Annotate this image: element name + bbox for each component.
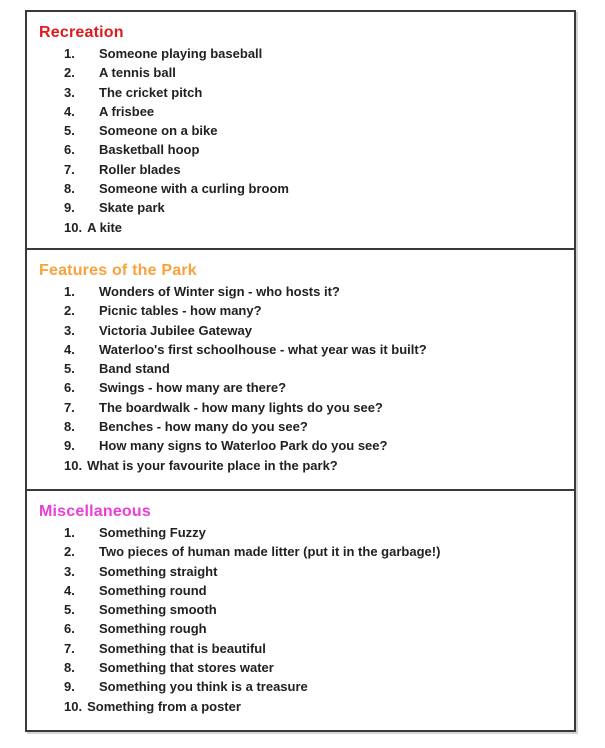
- item-text: Something straight: [99, 563, 218, 579]
- list-item: [64, 160, 562, 179]
- item-number: 5.: [64, 602, 75, 618]
- item-text: Someone on a bike: [99, 123, 218, 139]
- item-text: Something Fuzzy: [99, 525, 206, 540]
- list-item: [64, 581, 562, 600]
- item-number: 3.: [64, 322, 75, 338]
- item-text: Basketball hoop: [99, 142, 200, 158]
- item-text: Roller blades: [99, 161, 181, 177]
- item-number: 3.: [64, 84, 75, 100]
- item-text: Band stand: [99, 361, 170, 377]
- item-number: 6.: [64, 142, 75, 158]
- list-item: [64, 436, 562, 455]
- list-item: [64, 562, 562, 581]
- item-text: A tennis ball: [99, 65, 176, 81]
- item-text: Victoria Jubilee Gateway: [99, 322, 252, 338]
- list-item: [64, 179, 562, 198]
- section-recreation: [27, 12, 574, 248]
- item-number: 1.: [64, 525, 75, 540]
- list-item: [64, 198, 562, 217]
- item-text: The cricket pitch: [99, 84, 203, 100]
- list-item: [64, 321, 562, 340]
- list-item: [64, 83, 562, 102]
- list-item: [64, 63, 562, 82]
- item-number: 9.: [64, 438, 75, 454]
- item-number: 4.: [64, 341, 75, 357]
- item-number: 5.: [64, 123, 75, 139]
- item-number: 3.: [64, 563, 75, 579]
- section-heading-miscellaneous: Miscellaneous: [39, 503, 151, 520]
- list-item: [64, 102, 562, 121]
- list-item: [64, 523, 562, 542]
- item-text: Picnic tables - how many?: [99, 303, 262, 319]
- item-text: A kite: [87, 219, 122, 235]
- list-item: [64, 417, 562, 436]
- list-item: [64, 301, 562, 320]
- list-item: [64, 140, 562, 159]
- item-number: 2.: [64, 303, 75, 319]
- item-text: Someone playing baseball: [99, 46, 263, 61]
- section-heading-features: Features of the Park: [39, 262, 197, 279]
- recreation-list: [64, 44, 562, 237]
- item-text: A frisbee: [99, 103, 155, 119]
- item-text: Benches - how many do you see?: [99, 419, 308, 435]
- item-text: Something that stores water: [99, 660, 274, 676]
- item-number: 4.: [64, 103, 75, 119]
- item-number: 7.: [64, 161, 75, 177]
- item-text: Something you think is a treasure: [99, 679, 308, 695]
- item-number: 5.: [64, 361, 75, 377]
- item-text: The boardwalk - how many lights do you see?: [99, 399, 383, 415]
- section-miscellaneous: [27, 489, 574, 726]
- item-number: 8.: [64, 660, 75, 676]
- list-item: [64, 340, 562, 359]
- item-text: Something from a poster: [87, 698, 241, 714]
- item-number: 9.: [64, 679, 75, 695]
- list-item: [64, 378, 562, 397]
- item-number: 7.: [64, 640, 75, 656]
- features-list: [64, 282, 562, 475]
- section-heading-recreation: Recreation: [39, 24, 124, 41]
- item-text: Two pieces of human made litter (put it in the garbage!): [99, 544, 441, 560]
- item-number: 2.: [64, 65, 75, 81]
- item-text: Something rough: [99, 621, 207, 637]
- list-item: [64, 619, 562, 638]
- item-number: 6.: [64, 621, 75, 637]
- list-item: [64, 456, 562, 475]
- list-item: [64, 697, 562, 716]
- item-text: How many signs to Waterloo Park do you see?: [99, 438, 388, 454]
- item-number: 7.: [64, 399, 75, 415]
- list-item: [64, 639, 562, 658]
- list-item: [64, 359, 562, 378]
- item-number: 10.: [64, 457, 83, 473]
- item-number: 8.: [64, 181, 75, 197]
- item-number: 4.: [64, 582, 75, 598]
- item-text: Something that is beautiful: [99, 640, 266, 656]
- item-number: 1.: [64, 46, 75, 61]
- scavenger-hunt-table: [25, 10, 576, 732]
- item-number: 8.: [64, 419, 75, 435]
- item-number: 6.: [64, 380, 75, 396]
- list-item: [64, 121, 562, 140]
- list-item: [64, 398, 562, 417]
- item-text: Someone with a curling broom: [99, 181, 289, 197]
- item-text: Waterloo's first schoolhouse - what year was it built?: [99, 341, 427, 357]
- item-number: 2.: [64, 544, 75, 560]
- miscellaneous-list: [64, 523, 562, 716]
- item-text: Skate park: [99, 200, 165, 216]
- list-item: [64, 218, 562, 237]
- item-number: 10.: [64, 698, 83, 714]
- list-item: [64, 677, 562, 696]
- list-item: [64, 542, 562, 561]
- list-item: [64, 282, 562, 301]
- section-features-of-the-park: [27, 248, 574, 489]
- list-item: [64, 600, 562, 619]
- item-text: Something smooth: [99, 602, 217, 618]
- list-item: [64, 658, 562, 677]
- list-item: [64, 44, 562, 63]
- item-number: 9.: [64, 200, 75, 216]
- item-number: 1.: [64, 284, 75, 299]
- item-number: 10.: [64, 219, 83, 235]
- item-text: Wonders of Winter sign - who hosts it?: [99, 284, 340, 299]
- item-text: Something round: [99, 582, 207, 598]
- item-text: Swings - how many are there?: [99, 380, 287, 396]
- item-text: What is your favourite place in the park?: [87, 457, 338, 473]
